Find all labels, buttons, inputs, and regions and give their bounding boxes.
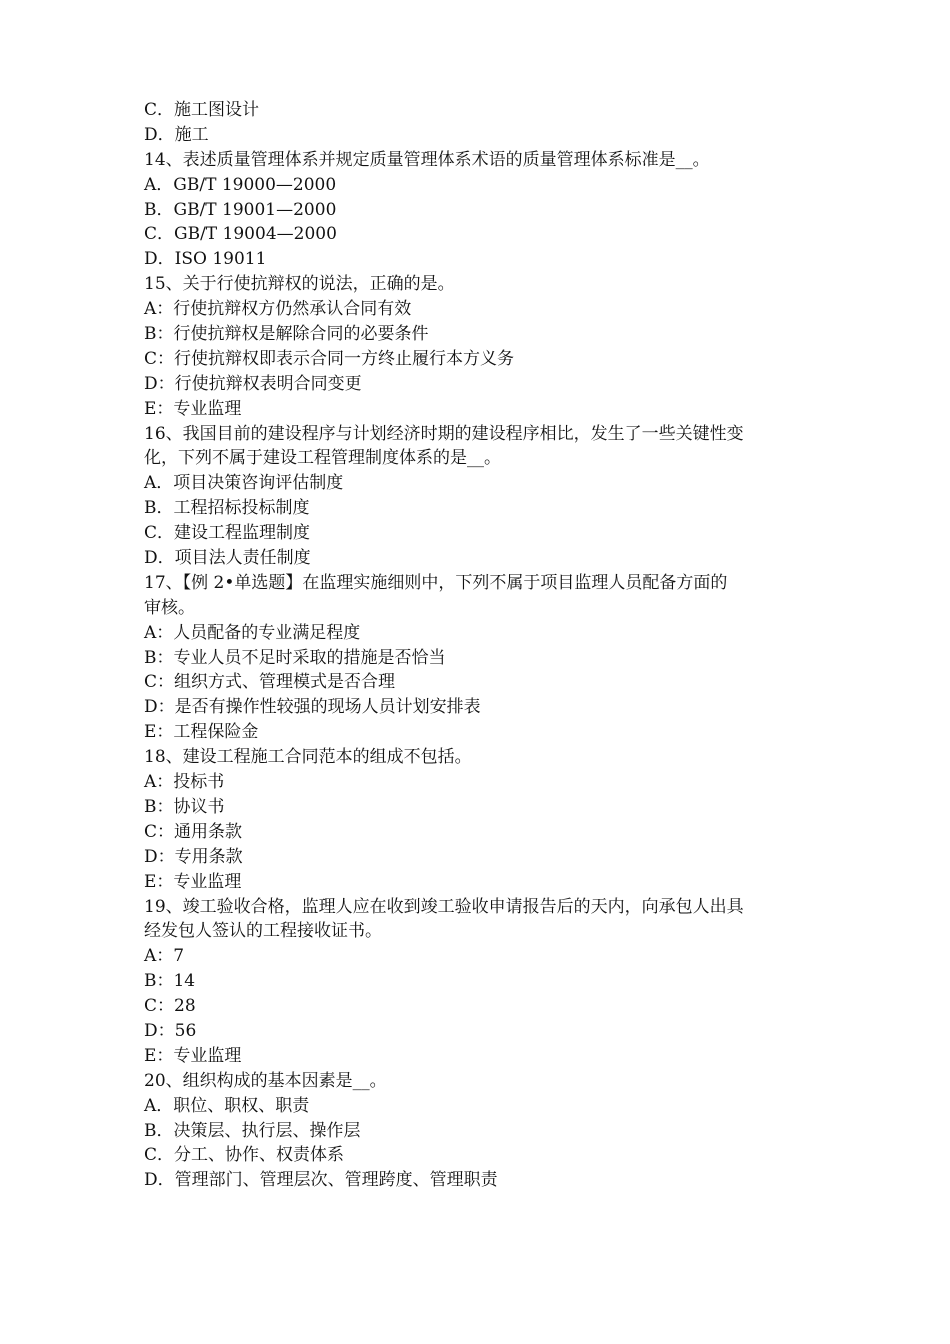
option-line: E：专业监理 — [144, 398, 242, 419]
option-line: A．GB/T 19000—2000 — [144, 174, 337, 195]
option-line: C．分工、协作、权责体系 — [144, 1145, 345, 1166]
option-line: D：是否有操作性较强的现场人员计划安排表 — [144, 697, 481, 718]
question-line: 19、竣工验收合格，监理人应在收到竣工验收申请报告后的天内，向承包人出具 — [144, 896, 744, 917]
option-line: C：通用条款 — [144, 821, 243, 842]
option-line: B．决策层、执行层、操作层 — [144, 1120, 361, 1141]
option-line: E：专业监理 — [144, 1045, 242, 1066]
document-page — [144, 98, 812, 1193]
option-line: C：行使抗辩权即表示合同一方终止履行本方义务 — [144, 348, 515, 369]
option-line: A：7 — [144, 946, 185, 967]
option-line: C．建设工程监理制度 — [144, 523, 311, 544]
option-line: B．工程招标投标制度 — [144, 498, 310, 519]
question-line: 18、建设工程施工合同范本的组成不包括。 — [144, 747, 472, 768]
option-line: C．施工图设计 — [144, 100, 260, 120]
question-line: 17、【例 2•单选题】在监理实施细则中，下列不属于项目监理人员配备方面的 — [144, 572, 728, 593]
option-line: B：行使抗辩权是解除合同的必要条件 — [144, 324, 429, 345]
option-line: A．职位、职权、职责 — [144, 1095, 310, 1116]
option-line: D：56 — [144, 1020, 197, 1041]
option-line: A：投标书 — [144, 772, 225, 793]
option-line: D．施工 — [144, 124, 209, 145]
option-line: B：14 — [144, 971, 196, 992]
question-line-continued: 审核。 — [144, 597, 195, 618]
question-line-continued: 经发包人签认的工程接收证书。 — [144, 921, 382, 942]
option-line: D．ISO 19011 — [144, 249, 267, 270]
option-line: A：人员配备的专业满足程度 — [144, 622, 361, 643]
option-line: A：行使抗辩权方仍然承认合同有效 — [144, 299, 412, 320]
option-line: D．管理部门、管理层次、管理跨度、管理职责 — [144, 1170, 498, 1191]
question-line: 15、关于行使抗辩权的说法，正确的是。 — [144, 274, 455, 295]
option-line: E：专业监理 — [144, 871, 242, 892]
option-line: D．项目法人责任制度 — [144, 548, 311, 569]
question-line: 20、组织构成的基本因素是__。 — [144, 1070, 387, 1091]
option-line: E：工程保险金 — [144, 722, 259, 743]
option-line: C：组织方式、管理模式是否合理 — [144, 672, 396, 693]
option-line: C．GB/T 19004—2000 — [144, 224, 337, 245]
option-line: D：专用条款 — [144, 846, 243, 867]
option-line: B：专业人员不足时采取的措施是否恰当 — [144, 647, 446, 668]
option-line: C：28 — [144, 996, 196, 1017]
option-line: B：协议书 — [144, 796, 225, 817]
question-line-continued: 化，下列不属于建设工程管理制度体系的是__。 — [144, 448, 501, 469]
option-line: D：行使抗辩权表明合同变更 — [144, 373, 362, 394]
question-line: 14、表述质量管理体系并规定质量管理体系术语的质量管理体系标准是__。 — [144, 149, 710, 170]
question-line: 16、我国目前的建设程序与计划经济时期的建设程序相比，发生了一些关键性变 — [144, 423, 744, 444]
option-line: A．项目决策咨询评估制度 — [144, 473, 344, 494]
option-line: B．GB/T 19001—2000 — [144, 199, 337, 220]
